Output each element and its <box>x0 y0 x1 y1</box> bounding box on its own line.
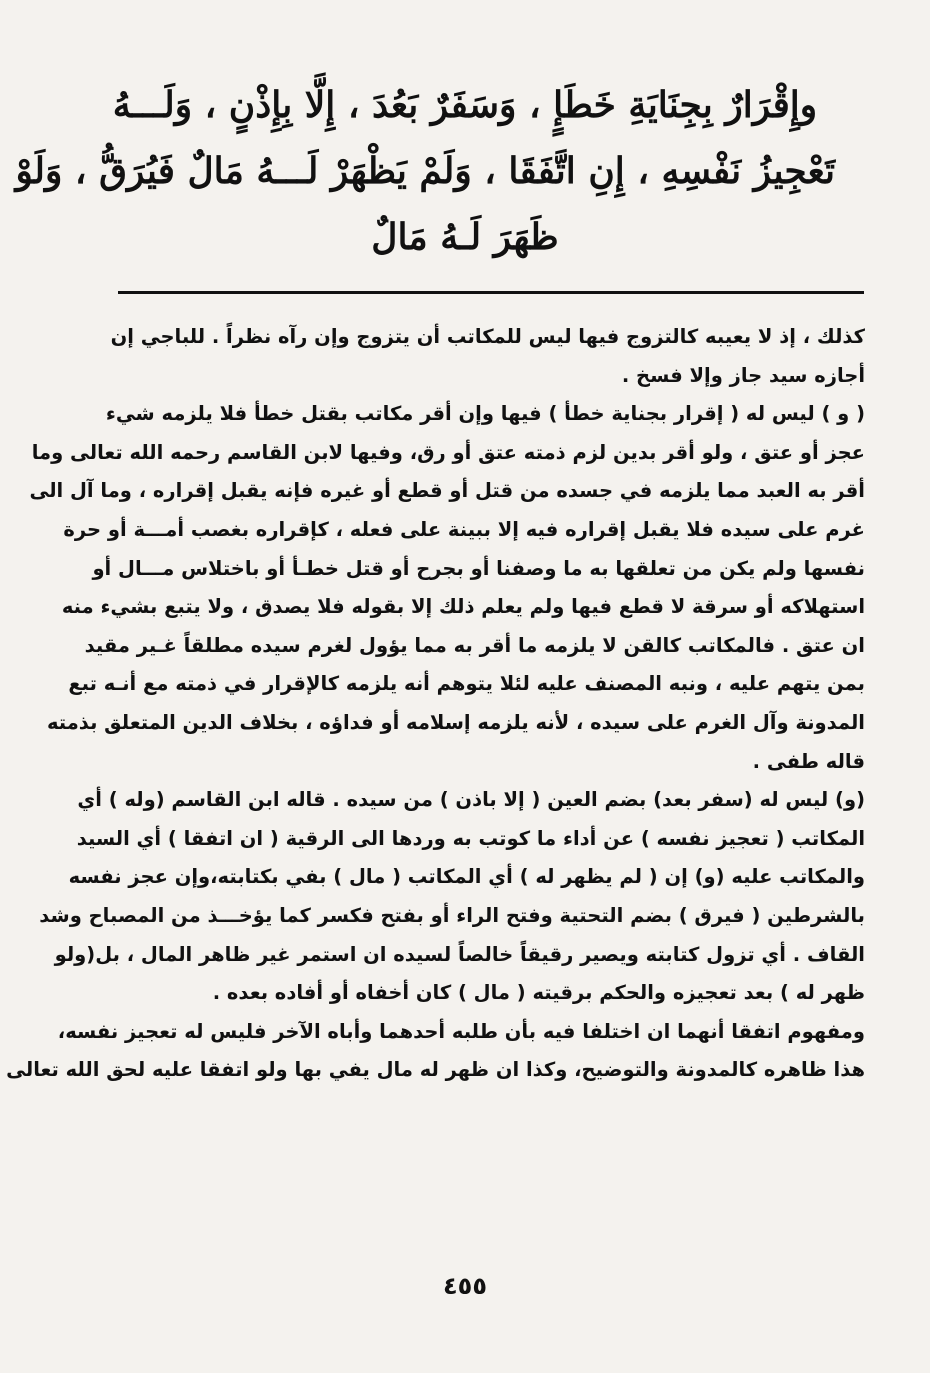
separator-rule <box>118 291 864 294</box>
text-line: بمن يتهم عليه ، ونبه المصنف عليه لئلا يتوهم أنه يلزمه كالإقرار في ذمته مع أنـه تبع <box>68 672 865 696</box>
text-line: ومفهوم اتفقا أنهما ان اختلفا فيه بأن طلبه أحدهما وأباه الآخر فليس له تعجيز نفسه، <box>57 1019 865 1043</box>
matn-line: تَعْجِيزُ نَفْسِهِ ، إِنِ اتَّفَقَا ، وَلَمْ يَظْهَرْ لَـــهُ مَالٌ فَيُرَقُّ ، وَلَوْ <box>15 150 835 192</box>
matn-line: وإِقْرَارٌ بِجِنَايَةِ خَطَإٍ ، وَسَفَرٌ بَعُدَ ، إِلَّا بِإِذْنٍ ، وَلَـــهُ <box>112 84 818 126</box>
text-line: (و) ليس له (سفر بعد) بضم العين ( إلا باذن ) من سيده . قاله ابن القاسم (وله ) أي <box>77 788 865 812</box>
matn-line: ظَهَرَ لَـهُ مَالٌ <box>371 216 559 258</box>
text-line: ( و ) ليس له ( إقرار بجناية خطأ ) فيها وإن أقر مكاتب بقتل خطأ فلا يلزمه شيء <box>105 402 865 426</box>
commentary-paragraph <box>100 318 865 395</box>
text-line: المدونة وآل الغرم على سيده ، لأنه يلزمه إسلامه أو فداؤه ، بخلاف الدين المتعلق بذمته <box>46 710 865 734</box>
text-line: القاف . أي تزول كتابته ويصير رقيقاً خالصاً لسيده ان استمر غير ظاهر المال ، بل(ولو <box>54 942 865 966</box>
text-line: عجز أو عتق ، ولو أقر بدين لزم ذمته عتق أو رق، وفيها لابن القاسم رحمه الله تعالى وما <box>31 440 865 464</box>
text-line: والمكاتب عليه (و) إن ( لم يظهر له ) أي المكاتب ( مال ) بفي بكتابته،وإن عجز نفسه <box>68 865 865 889</box>
commentary-paragraph <box>29 395 865 781</box>
text-line: المكاتب ( تعجيز نفسه ) عن أداء ما كوتب به وردها الى الرقية ( ان اتفقا ) أي السيد <box>76 826 865 850</box>
text-line: هذا ظاهره كالمدونة والتوضيح، وكذا ان ظهر له مال يفي بها ولو اتفقا عليه لحق الله تعالى <box>6 1058 865 1082</box>
commentary-text-block <box>6 318 865 1090</box>
commentary-paragraph <box>39 781 865 1013</box>
matn-text-block <box>15 72 835 270</box>
text-line: أجازه سيد جاز وإلا فسخ . <box>621 363 865 387</box>
text-line: استهلاكه أو سرقة لا قطع فيها ولم يعلم ذلك إلا بقوله فلا يصدق ، ولا يتبع بشيء منه <box>61 595 865 619</box>
text-line: كذلك ، إذ لا يعيبه كالتزوج فيها ليس للمكاتب أن يتزوج وإن رآه نظراً . للباجي إن <box>110 325 865 348</box>
text-line: قاله طفى . <box>752 749 865 773</box>
text-line: أقر به العبد مما يلزمه في جسده من قتل أو قطع أو غيره فإنه يقبل إقراره ، وما آل الى <box>29 479 865 503</box>
text-line: نفسها ولم يكن من تعلقها به ما وصفنا أو بجرح أو قتل خطـأ أو باختلاس مـــال أو <box>92 556 865 580</box>
text-line: غرم على سيده فلا يقبل إقراره فيه إلا ببينة على فعله ، كإقراره بغصب أمـــة أو حرة <box>63 517 865 541</box>
commentary-paragraph <box>6 1013 865 1090</box>
text-line: ظهر له ) بعد تعجيزه والحكم برقيته ( مال ) كان أخفاه أو أفاده بعده . <box>212 981 865 1005</box>
page-number: ٤٥٥ <box>443 1272 487 1300</box>
text-line: ان عتق . فالمكاتب كالقن لا يلزمه ما أقر به مما يؤول لغرم سيده مطلقاً غـير مقيد <box>84 633 865 657</box>
text-line: بالشرطين ( فيرق ) بضم التحتية وفتح الراء أو بفتح فكسر كما يؤخـــذ من المصباح وشد <box>39 903 865 927</box>
